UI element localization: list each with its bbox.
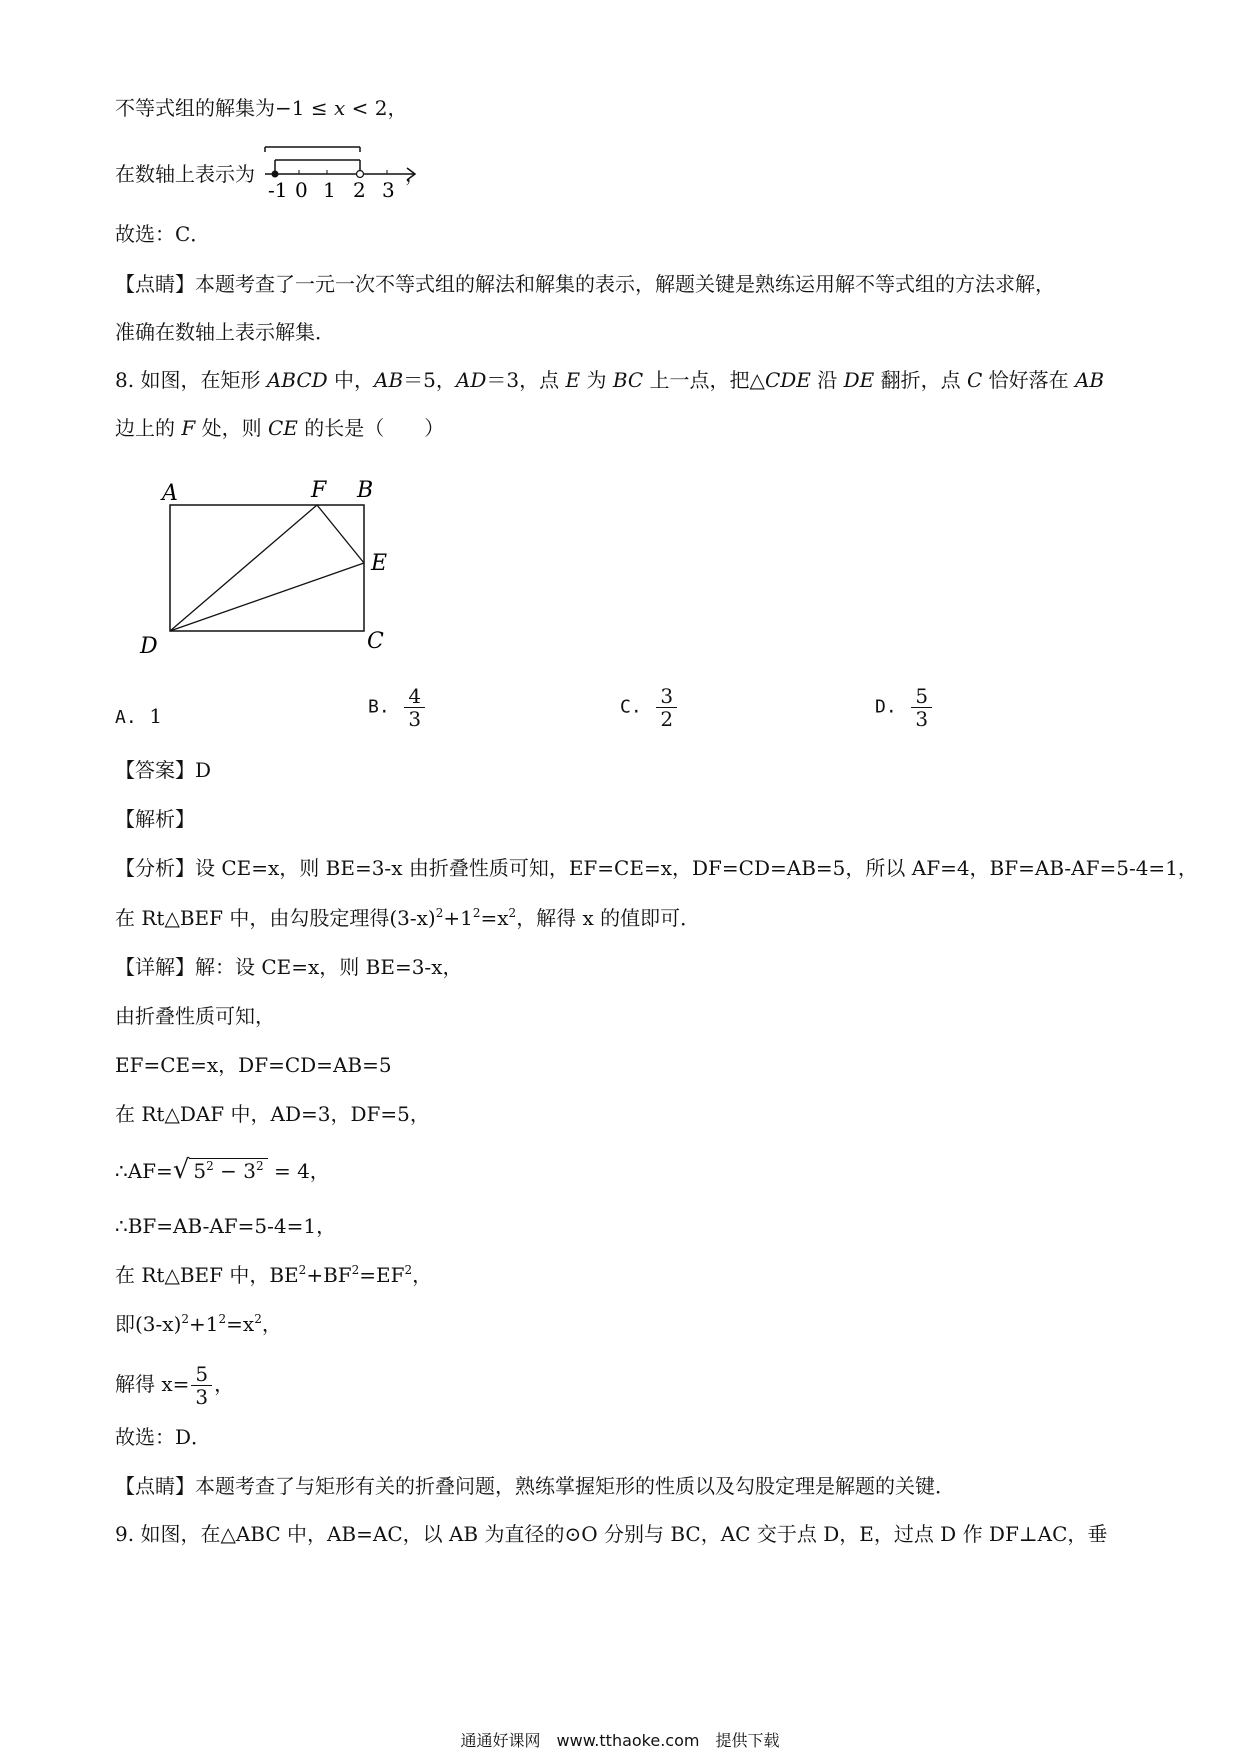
tick-label: -1 [268, 178, 288, 202]
label-d: D [140, 634, 158, 659]
q8-detail-line5: ∴AF=√ $5^2 - 3^2 = 4$， [115, 1155, 330, 1185]
q7-comment-line2: 准确在数轴上表示解集． [115, 320, 335, 344]
segment-df [170, 505, 317, 631]
q8-choice: 故选：D． [115, 1425, 212, 1449]
q7-solution-line: 不等式组的解集为−1 ≤ x < 2， [115, 96, 408, 120]
option-c[interactable]: C. $\frac{3}{2}$ [620, 685, 679, 730]
label-f: F [311, 478, 327, 503]
page-footer: 通通好课网 www.tthaoke.com 提供下载 [460, 1731, 780, 1750]
option-b[interactable]: B. $\frac{4}{3}$ [368, 685, 427, 730]
q7-numberline-line: 在数轴上表示为 ， [115, 162, 425, 186]
rectangle-abcd [170, 505, 364, 631]
q8-detail-line6: ∴BF=AB-AF=5-4=1， [115, 1214, 337, 1238]
q7-comment-line1: 【点睛】本题考查了一元一次不等式组的解法和解集的表示，解题关键是熟练运用解不等式组的方法求解， [115, 272, 1055, 296]
q8-detail-line9: 解得 x= $\frac{5}{3}$ ， [115, 1362, 235, 1409]
rectangle-fold-figure [135, 475, 415, 665]
number-line-figure [265, 142, 425, 202]
option-d[interactable]: D. $\frac{5}{3}$ [875, 685, 934, 730]
label-b: B [357, 478, 374, 503]
option-a[interactable]: A. 1 [115, 704, 163, 728]
q8-detail-line8: 即$(3-x)^2+1^2=x^2$， [115, 1312, 282, 1336]
q7-choice: 故选：C． [115, 222, 211, 246]
q8-comment: 【点睛】本题考查了与矩形有关的折叠问题，熟练掌握矩形的性质以及勾股定理是解题的关键． [115, 1474, 955, 1498]
q8-answer: 【答案】D [115, 758, 212, 782]
q9-stem-line1: 9. 如图，在△ABC 中，AB=AC，以 AB 为直径的⊙O 分别与 BC，AC 交于点 D，E，过点 D 作 DF⊥AC，垂 [115, 1522, 1108, 1546]
segment-fe [317, 505, 364, 563]
q8-analysis-line1: 【分析】设 CE=x，则 BE=3-x 由折叠性质可知，EF=CE=x，DF=CD=AB=5，所以 AF=4，BF=AB-AF=5-4=1， [115, 856, 1198, 880]
tick-label: 3 [382, 178, 395, 202]
q8-analysis-line2: 在 Rt△BEF 中，由勾股定理得$(3-x)^2+1^2=x^2$，解得 x 的值即可． [115, 906, 701, 930]
q8-stem-line2: 边上的 F 处，则 CE 的长是（ ） [115, 416, 445, 440]
q8-detail-line1: 【详解】解：设 CE=x，则 BE=3-x， [115, 955, 463, 979]
label-e: E [371, 551, 388, 576]
label-c: C [367, 629, 384, 654]
tick-label: 2 [353, 178, 366, 202]
q8-detail-line7: 在 Rt△BEF 中，$BE^2+BF^2=EF^2$， [115, 1263, 433, 1287]
tick-label: 0 [295, 178, 308, 202]
label-a: A [162, 481, 178, 506]
tick-label: 1 [323, 178, 336, 202]
q8-detail-line4: 在 Rt△DAF 中，AD=3，DF=5， [115, 1102, 430, 1126]
q8-detail-line2: 由折叠性质可知， [115, 1004, 275, 1028]
q8-analysis-label: 【解析】 [115, 807, 195, 831]
segment-de [170, 563, 364, 631]
q8-stem-line1: 8. 如图，在矩形 ABCD 中，AB＝5，AD＝3，点 E 为 BC 上一点，把△CDE 沿 DE 翻折，点 C 恰好落在 AB [115, 368, 1105, 392]
q8-detail-line3: EF=CE=x，DF=CD=AB=5 [115, 1053, 392, 1077]
